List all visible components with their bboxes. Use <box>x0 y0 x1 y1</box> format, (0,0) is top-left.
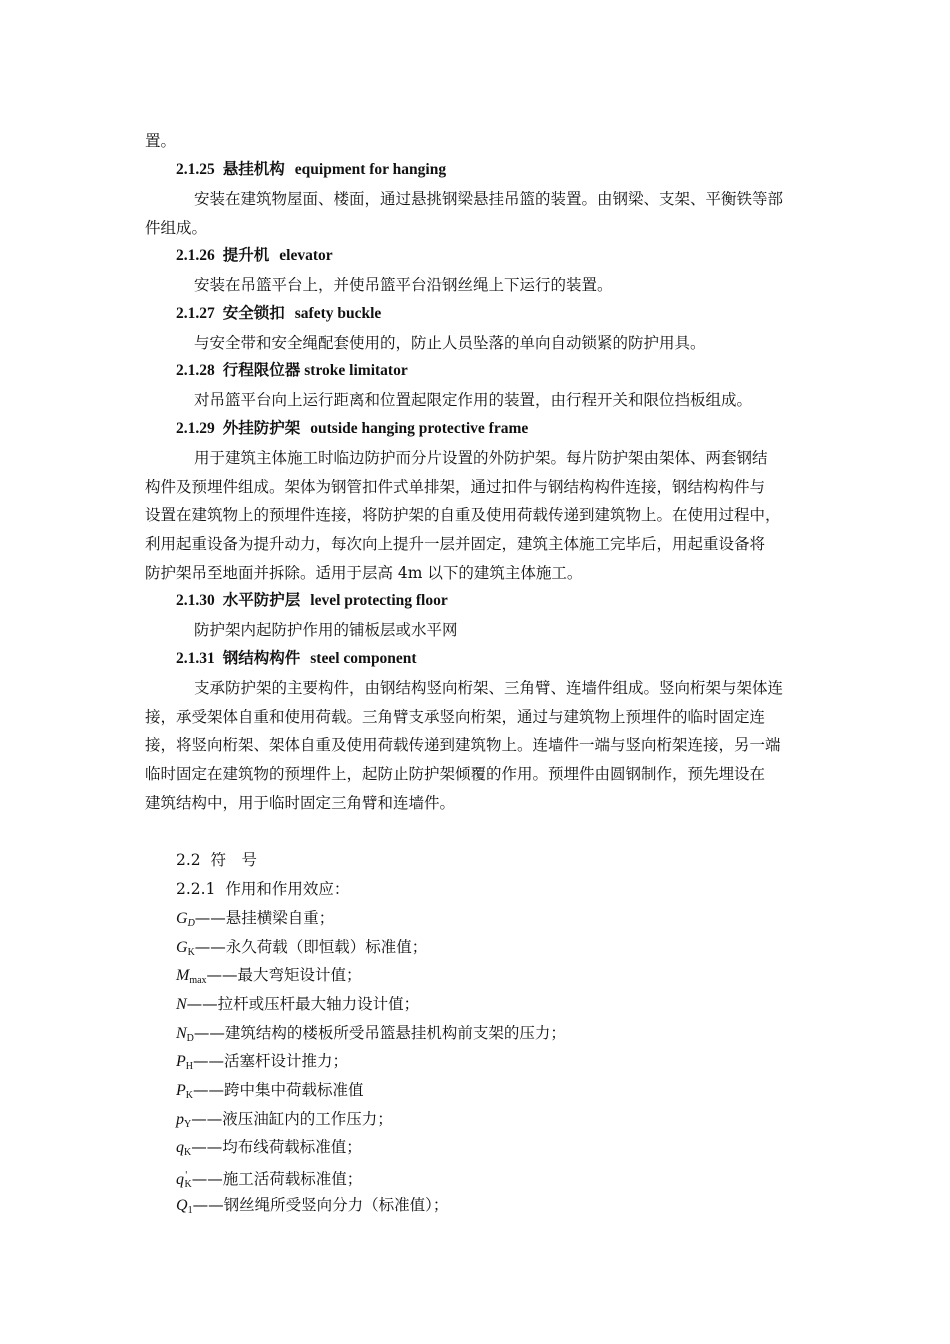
term-english: safety buckle <box>294 305 382 322</box>
term-definition-line: 防护架吊至地面并拆除。适用于层高 4m 以下的建筑主体施工。 <box>145 564 583 582</box>
symbol-subscript: 1 <box>187 1205 193 1216</box>
symbol-description: ——均布线荷载标准值； <box>191 1138 362 1156</box>
symbol-letter: M <box>176 967 190 984</box>
symbol-entry <box>176 1166 362 1195</box>
subsection-heading <box>176 879 349 899</box>
symbol-subscript: Y <box>184 1119 192 1130</box>
symbol-description: ——建筑结构的楼板所受吊篮悬挂机构前支架的压力； <box>193 1024 566 1042</box>
term-definition-line: 防护架内起防护作用的铺板层或水平网 <box>194 621 458 639</box>
symbol-letter: p <box>176 1111 184 1128</box>
term-chinese: 安全锁扣 <box>222 305 285 322</box>
term-definition-line: 利用起重设备为提升动力，每次向上提升一层并固定，建筑主体施工完毕后，用起重设备将 <box>145 535 766 553</box>
symbol-letter: G <box>176 910 188 927</box>
term-chinese: 提升机 <box>222 247 270 264</box>
term-definition-line: 构件及预埋件组成。架体为钢管扣件式单排架，通过扣件与钢结构构件连接，钢结构构件与 <box>145 478 766 496</box>
term-english: level protecting floor <box>310 592 448 609</box>
term-definition-line: 用于建筑主体施工时临边防护而分片设置的外防护架。每片防护架由架体、两套钢结 <box>194 449 768 467</box>
term-english: stroke limitator <box>304 362 408 379</box>
symbol-letter: q <box>176 1171 184 1188</box>
symbol-entry <box>176 1051 348 1077</box>
continuation-text: 置。 <box>145 132 177 150</box>
symbol-description: ——跨中集中荷载标准值 <box>193 1081 364 1099</box>
term-heading <box>176 591 448 611</box>
term-number: 2.1.31 <box>176 650 215 667</box>
symbol-description: ——悬挂横梁自重； <box>194 909 335 927</box>
symbol-entry <box>176 1137 362 1163</box>
symbol-description: ——永久荷载（即恒载）标准值； <box>194 938 428 956</box>
symbol-letter: G <box>176 939 188 956</box>
term-heading <box>176 160 446 180</box>
symbol-entry <box>176 1080 364 1106</box>
term-number: 2.1.26 <box>176 247 215 264</box>
term-chinese: 钢结构构件 <box>222 650 301 667</box>
term-english: equipment for hanging <box>294 161 447 178</box>
term-definition-line: 安装在建筑物屋面、楼面，通过悬挑钢梁悬挂吊篮的装置。由钢梁、支架、平衡铁等部 <box>194 190 784 208</box>
symbol-prime: ' <box>185 1171 188 1181</box>
term-heading <box>176 246 333 266</box>
term-number: 2.1.28 <box>176 362 215 379</box>
symbol-subscript: D <box>187 918 195 929</box>
term-number: 2.1.27 <box>176 305 215 322</box>
symbol-subscript: K <box>187 947 195 958</box>
term-chinese: 悬挂机构 <box>222 161 285 178</box>
term-definition-line: 建筑结构中，用于临时固定三角臂和连墙件。 <box>145 794 456 812</box>
symbol-description: ——拉杆或压杆最大轴力设计值； <box>186 995 420 1013</box>
term-definition-line: 接，承受架体自重和使用荷载。三角臂支承竖向桁架，通过与建筑物上预埋件的临时固定连 <box>145 708 766 726</box>
symbol-subscript: H <box>185 1061 194 1072</box>
symbol-subscript: K <box>184 1147 192 1158</box>
term-heading <box>176 361 408 381</box>
symbol-description: ——钢丝绳所受竖向分力（标准值）； <box>192 1196 449 1214</box>
symbol-letter: N <box>176 996 187 1013</box>
symbol-letter: P <box>176 1053 186 1070</box>
term-english: elevator <box>279 247 333 264</box>
symbol-letter: Q <box>176 1197 188 1214</box>
symbol-description: ——液压油缸内的工作压力； <box>191 1110 393 1128</box>
term-definition-line: 件组成。 <box>145 219 208 237</box>
term-definition-line: 临时固定在建筑物的预埋件上，起防止防护架倾覆的作用。预埋件由圆钢制作，预先埋设在 <box>145 765 766 783</box>
term-number: 2.1.25 <box>176 161 215 178</box>
symbol-subscript: D <box>186 1033 194 1044</box>
subsection-number: 2.2.1 <box>176 880 216 898</box>
term-english: steel component <box>310 650 417 667</box>
term-heading <box>176 304 381 324</box>
symbol-entry <box>176 908 334 934</box>
term-chinese: 外挂防护架 <box>222 420 301 437</box>
term-definition-line: 接，将竖向桁架、架体自重及使用荷载传递到建筑物上。连墙件一端与竖向桁架连接，另一端 <box>145 736 781 754</box>
term-chinese: 水平防护层 <box>222 592 301 609</box>
section-heading <box>176 850 257 870</box>
term-definition-line: 设置在建筑物上的预埋件连接，将防护架的自重及使用荷载传递到建筑物上。在使用过程中， <box>145 506 781 524</box>
symbol-entry <box>176 994 419 1015</box>
term-definition-line: 安装在吊篮平台上，并使吊篮平台沿钢丝绳上下运行的装置。 <box>194 276 613 294</box>
symbol-subscript: max <box>189 975 207 986</box>
symbol-entry <box>176 937 427 963</box>
term-heading <box>176 649 417 669</box>
symbol-letter: P <box>176 1082 186 1099</box>
symbol-description: ——活塞杆设计推力； <box>193 1052 349 1070</box>
symbol-letter: N <box>176 1025 187 1042</box>
symbol-entry <box>176 1195 448 1221</box>
term-heading <box>176 419 528 439</box>
term-definition-line: 对吊篮平台向上运行距离和位置起限定作用的装置，由行程开关和限位挡板组成。 <box>194 391 753 409</box>
section-number: 2.2 <box>176 851 201 869</box>
symbol-entry <box>176 1023 566 1049</box>
section-title: 符 号 <box>210 851 258 869</box>
symbol-entry <box>176 1109 393 1135</box>
symbol-description: ——最大弯矩设计值； <box>206 966 362 984</box>
term-definition-line: 支承防护架的主要构件，由钢结构竖向桁架、三角臂、连墙件组成。竖向桁架与架体连 <box>194 679 784 697</box>
term-number: 2.1.30 <box>176 592 215 609</box>
symbol-description: ——施工活荷载标准值； <box>191 1170 363 1188</box>
symbol-subscript: K <box>185 1090 194 1101</box>
subsection-title: 作用和作用效应： <box>225 880 350 898</box>
term-english: outside hanging protective frame <box>310 420 529 437</box>
term-number: 2.1.29 <box>176 420 215 437</box>
term-definition-line: 与安全带和安全绳配套使用的，防止人员坠落的单向自动锁紧的防护用具。 <box>194 334 706 352</box>
symbol-letter: q <box>176 1139 184 1156</box>
symbol-entry <box>176 965 362 991</box>
term-chinese: 行程限位器 <box>222 362 301 379</box>
symbol-subscript: K <box>184 1179 192 1190</box>
